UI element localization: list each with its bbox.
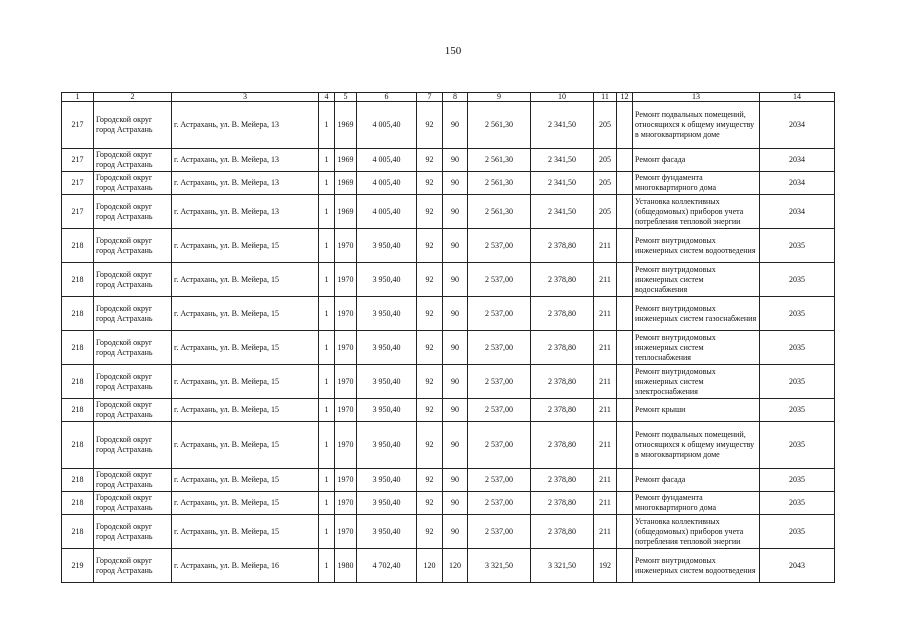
completion-year-cell: 2035 (760, 297, 835, 331)
column-10-cell: 2 341,50 (531, 102, 594, 149)
year-cell: 1970 (335, 263, 357, 297)
column-12-cell (617, 149, 633, 172)
column-11-cell: 205 (594, 149, 617, 172)
total-area-cell: 4 702,40 (357, 549, 417, 583)
table-row (62, 229, 835, 263)
address-cell: г. Астрахань, ул. В. Мейера, 13 (172, 195, 319, 229)
total-area-cell: 3 950,40 (357, 492, 417, 515)
column-8-cell: 90 (443, 297, 468, 331)
column-number: 3 (172, 93, 319, 102)
total-area-cell: 3 950,40 (357, 469, 417, 492)
year-cell: 1969 (335, 102, 357, 149)
completion-year-cell: 2035 (760, 229, 835, 263)
row-number-cell: 218 (62, 469, 94, 492)
total-area-cell: 3 950,40 (357, 331, 417, 365)
completion-year-cell: 2043 (760, 549, 835, 583)
column-8-cell: 90 (443, 102, 468, 149)
address-cell: г. Астрахань, ул. В. Мейера, 13 (172, 102, 319, 149)
column-number: 2 (94, 93, 172, 102)
total-area-cell: 3 950,40 (357, 297, 417, 331)
municipality-cell: Городской округ город Астрахань (94, 515, 172, 549)
column-7-cell: 92 (417, 172, 443, 195)
column-12-cell (617, 399, 633, 422)
row-number-cell: 217 (62, 102, 94, 149)
column-8-cell: 90 (443, 399, 468, 422)
column-9-cell: 2 537,00 (468, 263, 531, 297)
column-4-cell: 1 (319, 263, 335, 297)
repair-work-cell: Ремонт крыши (633, 399, 760, 422)
column-12-cell (617, 365, 633, 399)
column-number: 14 (760, 93, 835, 102)
municipality-cell: Городской округ город Астрахань (94, 229, 172, 263)
column-11-cell: 205 (594, 172, 617, 195)
column-10-cell: 2 378,80 (531, 515, 594, 549)
column-11-cell: 211 (594, 229, 617, 263)
row-number-cell: 218 (62, 331, 94, 365)
table-row (62, 102, 835, 149)
repair-work-cell: Ремонт внутридомовых инженерных систем водоотведения (633, 549, 760, 583)
repair-work-cell: Ремонт фундамента многоквартирного дома (633, 492, 760, 515)
column-12-cell (617, 492, 633, 515)
address-cell: г. Астрахань, ул. В. Мейера, 15 (172, 492, 319, 515)
column-11-cell: 211 (594, 399, 617, 422)
column-number: 1 (62, 93, 94, 102)
column-number: 9 (468, 93, 531, 102)
completion-year-cell: 2034 (760, 172, 835, 195)
row-number-cell: 218 (62, 263, 94, 297)
column-7-cell: 92 (417, 229, 443, 263)
column-number: 13 (633, 93, 760, 102)
table-row (62, 195, 835, 229)
column-9-cell: 2 537,00 (468, 399, 531, 422)
column-11-cell: 211 (594, 297, 617, 331)
column-7-cell: 92 (417, 102, 443, 149)
column-4-cell: 1 (319, 149, 335, 172)
completion-year-cell: 2034 (760, 102, 835, 149)
total-area-cell: 3 950,40 (357, 263, 417, 297)
column-11-cell: 211 (594, 515, 617, 549)
column-8-cell: 90 (443, 195, 468, 229)
column-7-cell: 92 (417, 399, 443, 422)
column-9-cell: 2 537,00 (468, 469, 531, 492)
column-10-cell: 2 378,80 (531, 492, 594, 515)
column-9-cell: 3 321,50 (468, 549, 531, 583)
address-cell: г. Астрахань, ул. В. Мейера, 15 (172, 515, 319, 549)
column-number: 6 (357, 93, 417, 102)
column-9-cell: 2 537,00 (468, 297, 531, 331)
row-number-cell: 217 (62, 172, 94, 195)
table-row (62, 515, 835, 549)
column-10-cell: 2 378,80 (531, 365, 594, 399)
total-area-cell: 3 950,40 (357, 229, 417, 263)
year-cell: 1969 (335, 149, 357, 172)
column-10-cell: 2 378,80 (531, 331, 594, 365)
row-number-cell: 218 (62, 297, 94, 331)
column-7-cell: 92 (417, 365, 443, 399)
row-number-cell: 217 (62, 195, 94, 229)
completion-year-cell: 2035 (760, 469, 835, 492)
column-8-cell: 90 (443, 365, 468, 399)
year-cell: 1970 (335, 422, 357, 469)
repair-work-cell: Ремонт фасада (633, 149, 760, 172)
column-10-cell: 2 378,80 (531, 399, 594, 422)
repair-work-cell: Ремонт внутридомовых инженерных систем водоснабжения (633, 263, 760, 297)
total-area-cell: 3 950,40 (357, 399, 417, 422)
year-cell: 1970 (335, 229, 357, 263)
table-row (62, 469, 835, 492)
column-9-cell: 2 537,00 (468, 492, 531, 515)
repair-work-cell: Установка коллективных (общедомовых) приборов учета потребления тепловой энергии (633, 195, 760, 229)
column-4-cell: 1 (319, 469, 335, 492)
municipality-cell: Городской округ город Астрахань (94, 263, 172, 297)
year-cell: 1980 (335, 549, 357, 583)
column-number: 5 (335, 93, 357, 102)
column-8-cell: 90 (443, 331, 468, 365)
total-area-cell: 4 005,40 (357, 172, 417, 195)
column-7-cell: 92 (417, 469, 443, 492)
row-number-cell: 218 (62, 399, 94, 422)
repair-work-cell: Ремонт внутридомовых инженерных систем водоотведения (633, 229, 760, 263)
year-cell: 1970 (335, 399, 357, 422)
column-11-cell: 211 (594, 263, 617, 297)
column-8-cell: 90 (443, 229, 468, 263)
column-12-cell (617, 263, 633, 297)
column-number: 10 (531, 93, 594, 102)
address-cell: г. Астрахань, ул. В. Мейера, 15 (172, 229, 319, 263)
column-number: 11 (594, 93, 617, 102)
column-10-cell: 2 341,50 (531, 149, 594, 172)
column-7-cell: 92 (417, 422, 443, 469)
total-area-cell: 4 005,40 (357, 149, 417, 172)
municipality-cell: Городской округ город Астрахань (94, 149, 172, 172)
column-11-cell: 211 (594, 422, 617, 469)
municipality-cell: Городской округ город Астрахань (94, 365, 172, 399)
table-row (62, 172, 835, 195)
municipality-cell: Городской округ город Астрахань (94, 469, 172, 492)
column-7-cell: 92 (417, 492, 443, 515)
column-7-cell: 92 (417, 149, 443, 172)
column-11-cell: 211 (594, 365, 617, 399)
column-4-cell: 1 (319, 422, 335, 469)
column-9-cell: 2 537,00 (468, 422, 531, 469)
table-row (62, 422, 835, 469)
address-cell: г. Астрахань, ул. В. Мейера, 15 (172, 422, 319, 469)
repair-work-cell: Ремонт фасада (633, 469, 760, 492)
column-12-cell (617, 102, 633, 149)
column-7-cell: 92 (417, 515, 443, 549)
column-10-cell: 2 341,50 (531, 172, 594, 195)
year-cell: 1970 (335, 469, 357, 492)
completion-year-cell: 2035 (760, 331, 835, 365)
column-4-cell: 1 (319, 492, 335, 515)
table-row (62, 399, 835, 422)
column-10-cell: 2 378,80 (531, 422, 594, 469)
column-12-cell (617, 422, 633, 469)
year-cell: 1969 (335, 172, 357, 195)
municipality-cell: Городской округ город Астрахань (94, 102, 172, 149)
repair-work-cell: Ремонт внутридомовых инженерных систем электроснабжения (633, 365, 760, 399)
column-12-cell (617, 195, 633, 229)
row-number-cell: 217 (62, 149, 94, 172)
column-8-cell: 90 (443, 263, 468, 297)
table-row (62, 331, 835, 365)
municipality-cell: Городской округ город Астрахань (94, 331, 172, 365)
column-4-cell: 1 (319, 331, 335, 365)
repair-work-cell: Ремонт фундамента многоквартирного дома (633, 172, 760, 195)
column-9-cell: 2 537,00 (468, 331, 531, 365)
repair-work-cell: Ремонт внутридомовых инженерных систем теплоснабжения (633, 331, 760, 365)
address-cell: г. Астрахань, ул. В. Мейера, 15 (172, 399, 319, 422)
column-4-cell: 1 (319, 172, 335, 195)
repair-work-cell: Ремонт подвальных помещений, относящихся к общему имуществу в многоквартирном доме (633, 102, 760, 149)
column-11-cell: 211 (594, 331, 617, 365)
table-row (62, 263, 835, 297)
address-cell: г. Астрахань, ул. В. Мейера, 15 (172, 297, 319, 331)
municipality-cell: Городской округ город Астрахань (94, 399, 172, 422)
column-number: 7 (417, 93, 443, 102)
repair-work-cell: Ремонт внутридомовых инженерных систем газоснабжения (633, 297, 760, 331)
table-row (62, 297, 835, 331)
column-4-cell: 1 (319, 297, 335, 331)
completion-year-cell: 2034 (760, 195, 835, 229)
column-8-cell: 90 (443, 492, 468, 515)
column-10-cell: 2 378,80 (531, 469, 594, 492)
table-row (62, 549, 835, 583)
total-area-cell: 3 950,40 (357, 422, 417, 469)
municipality-cell: Городской округ город Астрахань (94, 297, 172, 331)
column-8-cell: 90 (443, 422, 468, 469)
address-cell: г. Астрахань, ул. В. Мейера, 15 (172, 365, 319, 399)
column-10-cell: 2 341,50 (531, 195, 594, 229)
table-row (62, 365, 835, 399)
completion-year-cell: 2035 (760, 365, 835, 399)
table-row (62, 149, 835, 172)
column-11-cell: 205 (594, 195, 617, 229)
column-number: 8 (443, 93, 468, 102)
completion-year-cell: 2035 (760, 263, 835, 297)
column-4-cell: 1 (319, 399, 335, 422)
repair-work-cell: Ремонт подвальных помещений, относящихся к общему имуществу в многоквартирном доме (633, 422, 760, 469)
column-10-cell: 2 378,80 (531, 263, 594, 297)
row-number-cell: 218 (62, 229, 94, 263)
municipality-cell: Городской округ город Астрахань (94, 422, 172, 469)
total-area-cell: 3 950,40 (357, 515, 417, 549)
address-cell: г. Астрахань, ул. В. Мейера, 13 (172, 149, 319, 172)
column-10-cell: 3 321,50 (531, 549, 594, 583)
column-10-cell: 2 378,80 (531, 297, 594, 331)
year-cell: 1970 (335, 297, 357, 331)
completion-year-cell: 2035 (760, 399, 835, 422)
year-cell: 1970 (335, 492, 357, 515)
column-12-cell (617, 172, 633, 195)
municipality-cell: Городской округ город Астрахань (94, 195, 172, 229)
completion-year-cell: 2035 (760, 422, 835, 469)
column-12-cell (617, 549, 633, 583)
column-11-cell: 192 (594, 549, 617, 583)
column-9-cell: 2 561,30 (468, 195, 531, 229)
column-4-cell: 1 (319, 102, 335, 149)
row-number-cell: 218 (62, 365, 94, 399)
year-cell: 1969 (335, 195, 357, 229)
column-12-cell (617, 515, 633, 549)
column-9-cell: 2 561,30 (468, 172, 531, 195)
column-9-cell: 2 561,30 (468, 149, 531, 172)
column-4-cell: 1 (319, 229, 335, 263)
column-7-cell: 92 (417, 297, 443, 331)
column-7-cell: 120 (417, 549, 443, 583)
column-8-cell: 90 (443, 149, 468, 172)
column-12-cell (617, 469, 633, 492)
municipality-cell: Городской округ город Астрахань (94, 492, 172, 515)
address-cell: г. Астрахань, ул. В. Мейера, 16 (172, 549, 319, 583)
column-4-cell: 1 (319, 195, 335, 229)
municipality-cell: Городской округ город Астрахань (94, 549, 172, 583)
row-number-cell: 218 (62, 492, 94, 515)
column-10-cell: 2 378,80 (531, 229, 594, 263)
column-8-cell: 90 (443, 172, 468, 195)
column-number: 12 (617, 93, 633, 102)
year-cell: 1970 (335, 331, 357, 365)
total-area-cell: 4 005,40 (357, 195, 417, 229)
column-8-cell: 90 (443, 469, 468, 492)
municipality-cell: Городской округ город Астрахань (94, 172, 172, 195)
column-12-cell (617, 331, 633, 365)
completion-year-cell: 2034 (760, 149, 835, 172)
column-7-cell: 92 (417, 331, 443, 365)
completion-year-cell: 2035 (760, 492, 835, 515)
year-cell: 1970 (335, 515, 357, 549)
page-number: 150 (444, 45, 462, 57)
column-8-cell: 120 (443, 549, 468, 583)
column-11-cell: 211 (594, 492, 617, 515)
address-cell: г. Астрахань, ул. В. Мейера, 13 (172, 172, 319, 195)
column-4-cell: 1 (319, 549, 335, 583)
column-11-cell: 211 (594, 469, 617, 492)
table-row (62, 492, 835, 515)
column-9-cell: 2 537,00 (468, 365, 531, 399)
address-cell: г. Астрахань, ул. В. Мейера, 15 (172, 331, 319, 365)
column-7-cell: 92 (417, 263, 443, 297)
total-area-cell: 4 005,40 (357, 102, 417, 149)
column-number: 4 (319, 93, 335, 102)
column-9-cell: 2 537,00 (468, 229, 531, 263)
column-4-cell: 1 (319, 515, 335, 549)
column-9-cell: 2 537,00 (468, 515, 531, 549)
column-8-cell: 90 (443, 515, 468, 549)
column-12-cell (617, 229, 633, 263)
address-cell: г. Астрахань, ул. В. Мейера, 15 (172, 469, 319, 492)
column-4-cell: 1 (319, 365, 335, 399)
completion-year-cell: 2035 (760, 515, 835, 549)
repair-work-cell: Установка коллективных (общедомовых) приборов учета потребления тепловой энергии (633, 515, 760, 549)
column-number-row (62, 93, 835, 102)
column-9-cell: 2 561,30 (468, 102, 531, 149)
column-7-cell: 92 (417, 195, 443, 229)
column-11-cell: 205 (594, 102, 617, 149)
row-number-cell: 218 (62, 515, 94, 549)
row-number-cell: 219 (62, 549, 94, 583)
year-cell: 1970 (335, 365, 357, 399)
capital-repair-table (61, 92, 835, 583)
row-number-cell: 218 (62, 422, 94, 469)
address-cell: г. Астрахань, ул. В. Мейера, 15 (172, 263, 319, 297)
column-12-cell (617, 297, 633, 331)
total-area-cell: 3 950,40 (357, 365, 417, 399)
